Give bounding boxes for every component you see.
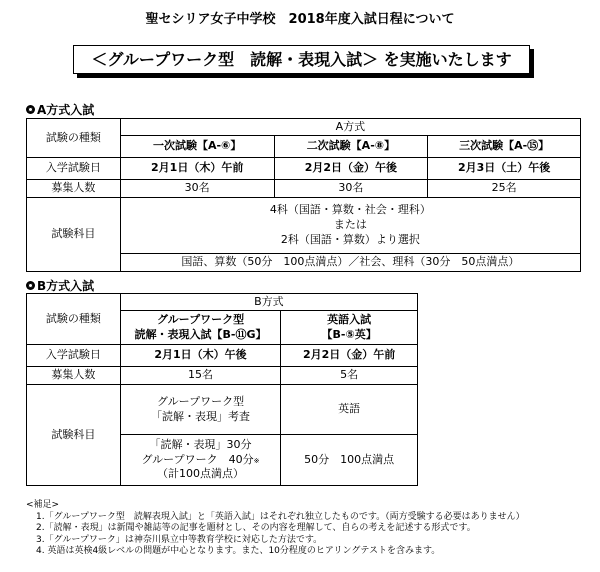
capacity-2: 30名 bbox=[274, 180, 428, 198]
announcement-banner: ＜グループワーク型 読解・表現入試＞ を実施いたします bbox=[73, 45, 530, 74]
exam-name-1: 一次試験【A-⑥】 bbox=[120, 136, 274, 158]
circle-bullet-icon bbox=[26, 105, 35, 114]
exam-name-2 bbox=[281, 311, 418, 345]
subjects-cell bbox=[120, 198, 580, 254]
schedule-table-a bbox=[26, 118, 581, 272]
capacity-2: 5名 bbox=[281, 367, 418, 385]
note-item: 4. 英語は英検4級レベルの問題が中心となります。また、10分程度のヒアリングテストを含みます。 bbox=[36, 546, 441, 556]
subjects-line: 4科（国語・算数・社会・理科） bbox=[269, 203, 431, 217]
capacity-3: 25名 bbox=[428, 180, 581, 198]
note-item: 3.「グループワーク」は神奈川県立中等教育学校に対応した方法です。 bbox=[36, 534, 323, 545]
label-exam-type: 試験の種類 bbox=[27, 119, 121, 158]
detail-line-with-mark bbox=[121, 453, 281, 468]
subject-detail-1 bbox=[120, 435, 281, 486]
exam-date-3: 2月3日（土）午後 bbox=[428, 158, 581, 180]
capacity-1: 30名 bbox=[120, 180, 274, 198]
exam-date-2: 2月2日（金）午前 bbox=[281, 345, 418, 367]
label-capacity: 募集人数 bbox=[27, 367, 121, 385]
section-a-heading bbox=[26, 101, 94, 118]
method-header: A方式 bbox=[120, 119, 580, 136]
note-mark: ※ bbox=[253, 456, 260, 465]
detail-line: （計100点満点） bbox=[157, 467, 245, 481]
exam-name-line: 【B-⑤英】 bbox=[321, 327, 377, 341]
label-exam-date: 入学試験日 bbox=[27, 345, 121, 367]
exam-name-line: グループワーク型 bbox=[156, 312, 245, 326]
label-exam-type: 試験の種類 bbox=[27, 294, 121, 345]
label-capacity: 募集人数 bbox=[27, 180, 121, 198]
exam-name-line: 英語入試 bbox=[327, 312, 372, 326]
capacity-1: 15名 bbox=[120, 367, 281, 385]
section-b-heading bbox=[26, 277, 94, 294]
exam-name-3: 三次試験【A-⑮】 bbox=[428, 136, 581, 158]
section-b-title: B方式入試 bbox=[37, 279, 95, 293]
label-subjects: 試験科目 bbox=[27, 198, 121, 272]
section-a-title: A方式入試 bbox=[37, 103, 95, 117]
page-title: 聖セシリア女子中学校 2018年度入試日程について bbox=[145, 12, 455, 27]
note-item: 2.「読解・表現」は新聞や雑誌等の記事を題材とし、その内容を理解して、自らの考えを記述する形式です。 bbox=[36, 523, 476, 533]
notes-heading: <補足> bbox=[26, 500, 60, 510]
subject-2: 英語 bbox=[281, 385, 418, 435]
subjects-line: 2科（国語・算数）より選択 bbox=[280, 232, 420, 246]
circle-bullet-icon bbox=[26, 281, 35, 290]
notes-section bbox=[26, 500, 525, 558]
label-exam-date: 入学試験日 bbox=[27, 158, 121, 180]
subject-detail-2: 50分 100点満点 bbox=[281, 435, 418, 486]
note-item: 1.「グループワーク型 読解表現入試」と「英語入試」はそれぞれ独立したものです。（両方受験する必要はありません） bbox=[36, 511, 525, 522]
detail-line: 「読解・表現」30分 bbox=[149, 437, 252, 451]
schedule-table-b bbox=[26, 293, 418, 486]
subject-line: グループワーク型 bbox=[156, 394, 245, 408]
subject-line: 「読解・表現」考査 bbox=[151, 409, 251, 423]
subject-1 bbox=[120, 385, 281, 435]
exam-date-2: 2月2日（金）午後 bbox=[274, 158, 428, 180]
exam-name-line: 読解・表現入試【B-⑪G】 bbox=[134, 327, 267, 341]
exam-date-1: 2月1日（木）午後 bbox=[120, 345, 281, 367]
subject-times: 国語、算数（50分 100点満点）／社会、理科（30分 50点満点） bbox=[120, 254, 580, 272]
detail-line: グループワーク 40分 bbox=[141, 452, 254, 466]
method-header: B方式 bbox=[120, 294, 417, 311]
subjects-line: または bbox=[333, 218, 367, 232]
exam-name-2: 二次試験【A-⑧】 bbox=[274, 136, 428, 158]
exam-name-1 bbox=[120, 311, 281, 345]
label-subjects: 試験科目 bbox=[27, 385, 121, 486]
exam-date-1: 2月1日（木）午前 bbox=[120, 158, 274, 180]
